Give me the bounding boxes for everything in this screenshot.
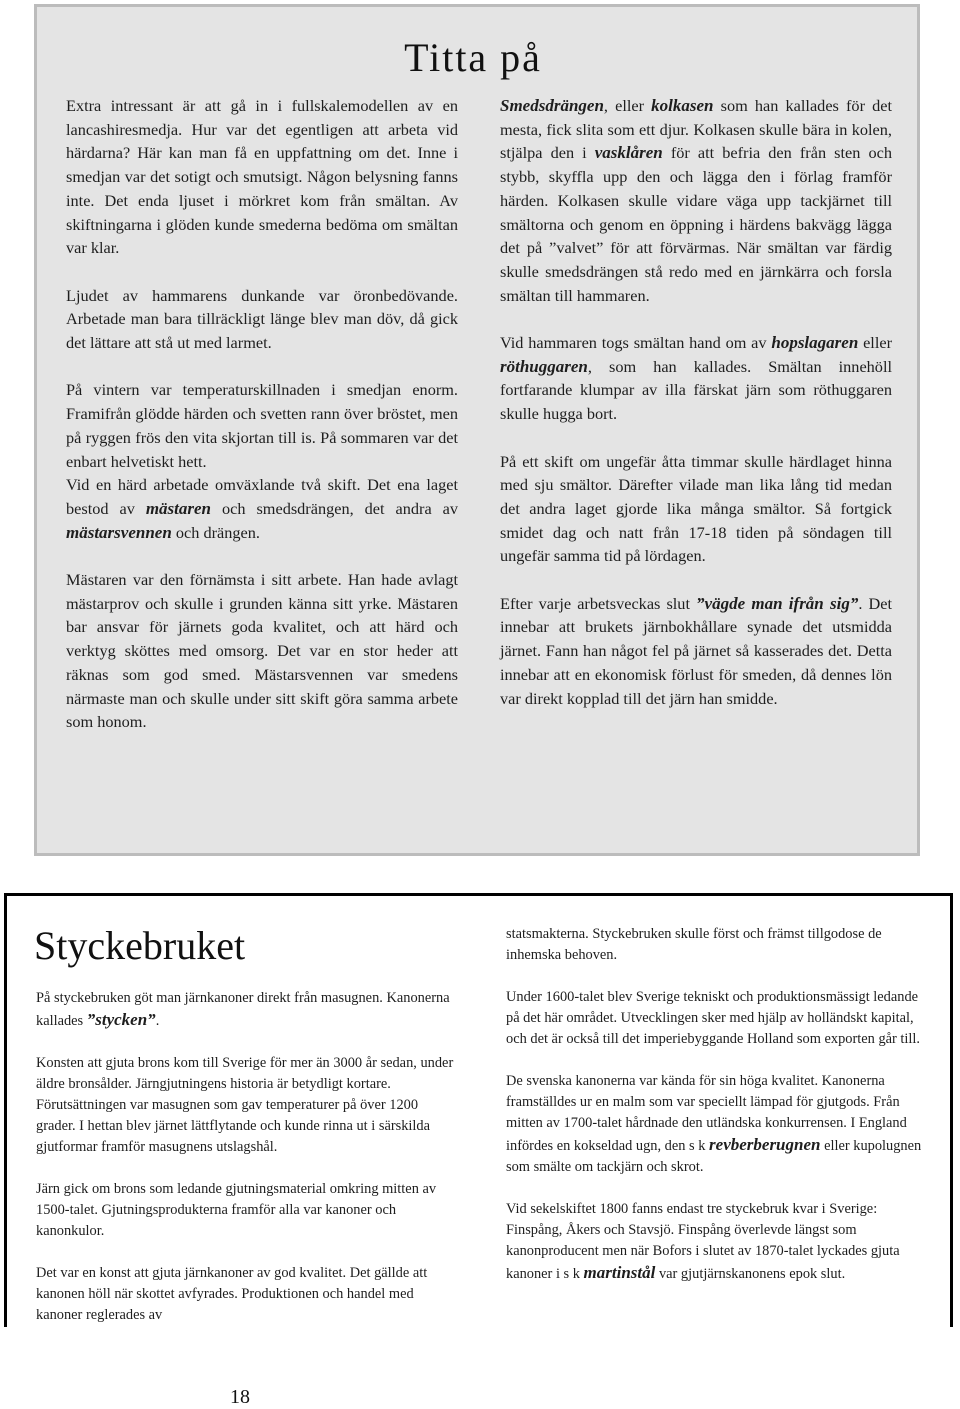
- titta-right-paragraph-1: [500, 94, 892, 307]
- titta-pa-heading: Titta på: [404, 35, 542, 80]
- styckebruket-left-column: [36, 988, 456, 1326]
- titta-right-paragraph-3: På ett skift om ungefär åtta timmar skulle härdlaget hinna med sju smältor. Därefter vilade man lika lång tid medan det andra laget gjorde lika många smältor. Så fortgick smidet dag och natt från 17-18 tiden på söndagen till ungefär samma tid på lördagen.: [500, 451, 892, 566]
- text-run: På styckebruken göt man järnkanoner direkt från masugnen. Kanonerna kallades: [36, 990, 450, 1029]
- titta-right-paragraph-4: [500, 592, 892, 711]
- keyword-kolkasen: kolkasen: [651, 96, 714, 115]
- text-run: för att befria den från sten och stybb, skyffla upp den och lägga den i förlag framför härden. Kolkasen skulle vidare väga upp tackjärnet till smältorna och genom en öppning i härdens bakvägg lägga det på ”valvet” för att förvärmas. När smältan var färdig skulle smedsdrängen stå redo med en järnkärra och forsla smältan till hammaren.: [500, 143, 892, 305]
- text-run: Vid en härd arbetade omväxlande två skift. Det ena laget bestod av: [66, 475, 458, 518]
- keyword-stycken: ”stycken”: [86, 1010, 156, 1029]
- keyword-vagde-man-ifran-sig: ”vägde man ifrån sig”: [696, 593, 859, 613]
- page-number: 18: [230, 1386, 250, 1408]
- text-run: var gjutjärnskanonens epok slut.: [655, 1266, 846, 1282]
- titta-left-column: [66, 94, 458, 734]
- text-run: och smedsdrängen, det andra av: [211, 498, 459, 518]
- text-run: , som han kallades. Smältan innehöll fortfarande klumpar av illa färskat järn som röthuggaren skulle hugga bort.: [500, 356, 892, 424]
- titta-left-paragraph-1: Extra intressant är att gå in i fullskalemodellen av en lancashiresmedja. Hur var det egentligen att arbeta vid härdarna? Här kan man få en uppfattning om det. Inne i smedjan var det sotigt och smutsigt. Någon belysning fanns inte. Det enda ljuset i mörkret kom från smältan. Av skiftningarna i glöden kunde smederna bedöma om smältan var klar.: [66, 96, 458, 258]
- keyword-smedsdrangen: Smedsdrängen: [500, 96, 604, 115]
- styckebruket-right-paragraph-1: Under 1600-talet blev Sverige tekniskt och produktionsmässigt ledande på det här området. Utvecklingen sker med hjälp av holländskt kapital, och det är också till det imperiebyggande Holland som exporten går till.: [506, 989, 921, 1047]
- keyword-mastarsvennen: mästarsvennen: [66, 522, 172, 542]
- keyword-vasklaren: vasklåren: [594, 143, 663, 163]
- keyword-mastaren: mästaren: [145, 498, 212, 518]
- text-run: eller kupolugnen som smälte om tackjärn och skrot.: [506, 1138, 922, 1175]
- text-run: och drängen.: [171, 522, 260, 542]
- styckebruket-right-paragraph-2: [506, 1071, 924, 1178]
- keyword-martinstal: martinstål: [583, 1263, 656, 1282]
- text-run: eller: [858, 333, 893, 353]
- text-run: som han kallades för det mesta, fick slita som ett djur. Kolkasen skulle bära in kolen, stjälpa den i: [500, 96, 893, 163]
- styckebruket-left-paragraph-1: [36, 988, 456, 1032]
- styckebruket-heading: Styckebruket: [34, 923, 246, 968]
- text-run: De svenska kanonerna var kända för sin höga kvalitet. Kanonerna framställdes ur en malm som var speciellt lämpad för gjutgods. Från mitten av 1700-talet hårdnade den utländska konkurrensen. I England infördes en kokseldad ugn, den s k: [506, 1073, 907, 1154]
- text-run: .: [155, 1013, 160, 1029]
- keyword-rothuggaren: röthuggaren: [500, 356, 588, 376]
- keyword-hopslagaren: hopslagaren: [771, 333, 859, 353]
- styckebruket-left-paragraph-2: Konsten att gjuta brons kom till Sverige för mer än 3000 år sedan, under äldre bronsålder. Järngjutningens historia är betydligt kortare. Förutsättningen var masugnen som gav temperaturer på över 1200 grader. I hettan blev järnet lättflytande och kunde rinna ut i särskilda gjutformar framför masugnens utslagshål.: [36, 1055, 454, 1155]
- text-run: Efter varje arbetsveckas slut: [500, 593, 697, 613]
- titta-left-paragraph-4: [66, 473, 458, 544]
- titta-right-column: [500, 94, 892, 710]
- text-run: Vid hammaren togs smältan hand om av: [500, 333, 772, 353]
- keyword-revberberugnen: revberberugnen: [709, 1135, 821, 1154]
- titta-left-paragraph-2: Ljudet av hammarens dunkande var öronbedövande. Arbetade man bara tillräckligt länge blev man döv, då gick det lättare att stå ut med larmet.: [66, 285, 458, 353]
- titta-left-paragraph-5: Mästaren var den förnämsta i sitt arbete. Han hade avlagt mästarprov och skulle i grunden känna sitt yrke. Mästaren bar ansvar för järnets goda kvalitet, och att härd och verktyg sköttes med omsorg. Det var en stor heder att räknas som god smed. Mästarsvennen var smedens närmaste man och skulle under sitt skift göra samma arbete som honom.: [66, 570, 458, 732]
- styckebruket-right-column: [506, 924, 924, 1285]
- text-run: , eller: [603, 96, 652, 115]
- titta-left-paragraph-3: På vintern var temperaturskillnaden i smedjan enorm. Framifrån glödde härden och svetten rann över bröstet, men på ryggen frös den vita skjortan till is. På sommaren var det enbart helvetiskt hett.: [66, 380, 458, 471]
- styckebruket-right-paragraph-3: [506, 1199, 924, 1285]
- titta-right-paragraph-2: [500, 331, 892, 426]
- styckebruket-left-paragraph-4: Det var en konst att gjuta järnkanoner av god kvalitet. Det gällde att kanonen höll när skottet avfyrades. Produktionen och handel med kanoner reglerades av: [36, 1265, 428, 1323]
- styckebruket-left-paragraph-3: Järn gick om brons som ledande gjutningsmaterial omkring mitten av 1500-talet. Gjutningsprodukterna framför alla var kanoner och kanonkulor.: [36, 1181, 437, 1239]
- styckebruket-right-paragraph-0: statsmakterna. Styckebruken skulle först och främst tillgodose de inhemska behoven.: [506, 926, 882, 963]
- text-run: . Det innebar att brukets järnbokhållare synade det utsmidda järnet. Fann han något fel på järnet så kasserades det. Detta innebar att en ekonomisk förlust för smeden, då dennes lön var direkt kopplad till det järn han smidde.: [500, 593, 893, 708]
- text-run: Vid sekelskiftet 1800 fanns endast tre styckebruk kvar i Sverige: Finspång, Åkers och Stavsjö. Finspång överlevde längst som kanonproducent men när Bofors i slutet av 1870-talet lyckades gjuta kanoner i s k: [506, 1201, 900, 1282]
